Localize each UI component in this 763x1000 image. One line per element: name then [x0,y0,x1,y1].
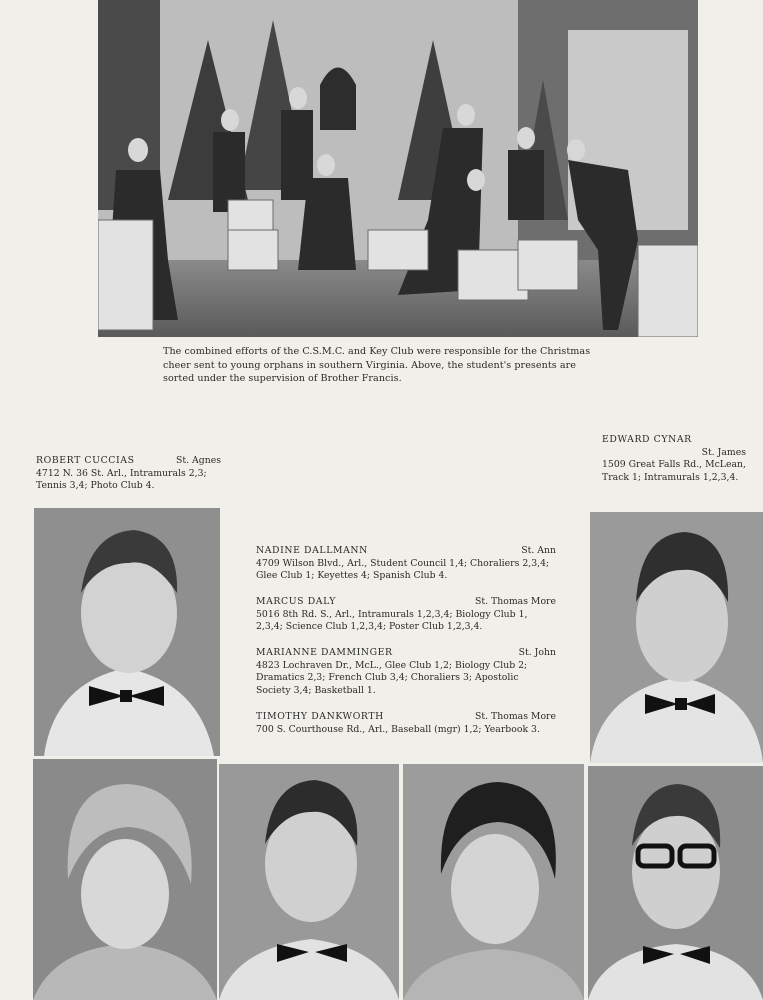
portrait-marianne-damminger [403,764,584,1000]
photo-caption: The combined efforts of the C.S.M.C. and Key Club were responsible for the Christmas cheer sent to young orphans in southern Virginia. Above, the student's presents are sorted under the supervision of Brother Francis. [163,346,591,384]
bio-nadine-dallmann [256,545,556,583]
student-details: 1509 Great Falls Rd., McLean, Track 1; Intramurals 1,2,3,4. [602,459,746,483]
bio-timothy-dankworth [256,711,556,736]
portrait-nadine-dallmann [33,759,217,1000]
student-name: MARIANNE DAMMINGER [256,647,393,658]
bio-header [256,647,556,660]
portrait-timothy-dankworth [588,766,763,1000]
bio-header [256,596,556,609]
bio-marianne-damminger [256,647,556,697]
portrait-edward-cynar [590,512,763,763]
student-parish: St. Ann [521,545,556,556]
bio-robert-cuccias [36,455,221,493]
bio-header [36,455,221,468]
student-details: 700 S. Courthouse Rd., Arl., Baseball (mgr) 1,2; Yearbook 3. [256,723,540,735]
student-name: TIMOTHY DANKWORTH [256,711,384,722]
christmas-presents-photo [98,0,698,337]
bio-header [256,711,556,724]
student-name: ROBERT CUCCIAS [36,455,135,466]
student-details: 4823 Lochraven Dr., McL., Glee Club 1,2; Biology Club 2; Dramatics 2,3; French Club 3,4; Choraliers 3; Apostolic Society 3,4; Basketball 1. [256,659,528,696]
student-name: MARCUS DALY [256,596,336,607]
student-parish: St. Thomas More [475,711,556,722]
student-name: NADINE DALLMANN [256,545,368,556]
bio-header [602,434,746,447]
bio-marcus-daly [256,596,556,634]
student-parish: St. Thomas More [475,596,556,607]
student-parish: St. James [701,446,746,458]
student-details: 4712 N. 36 St. Arl., Intramurals 2,3; Tennis 3,4; Photo Club 4. [36,467,207,492]
portrait-marcus-daly [219,764,399,1000]
portrait-robert-cuccias [34,508,220,756]
student-parish: St. Agnes [176,455,221,466]
bio-header [256,545,556,558]
bio-edward-cynar [602,434,746,484]
student-details: 4709 Wilson Blvd., Arl., Student Council 1,4; Choraliers 2,3,4; Glee Club 1; Keyettes 4; Spanish Club 4. [256,557,550,582]
student-details: 5016 8th Rd. S., Arl., Intramurals 1,2,3,4; Biology Club 1, 2,3,4; Science Club 1,2,3,4; Poster Club 1,2,3,4. [256,608,528,633]
student-parish: St. John [518,647,556,658]
student-name: EDWARD CYNAR [602,434,692,445]
